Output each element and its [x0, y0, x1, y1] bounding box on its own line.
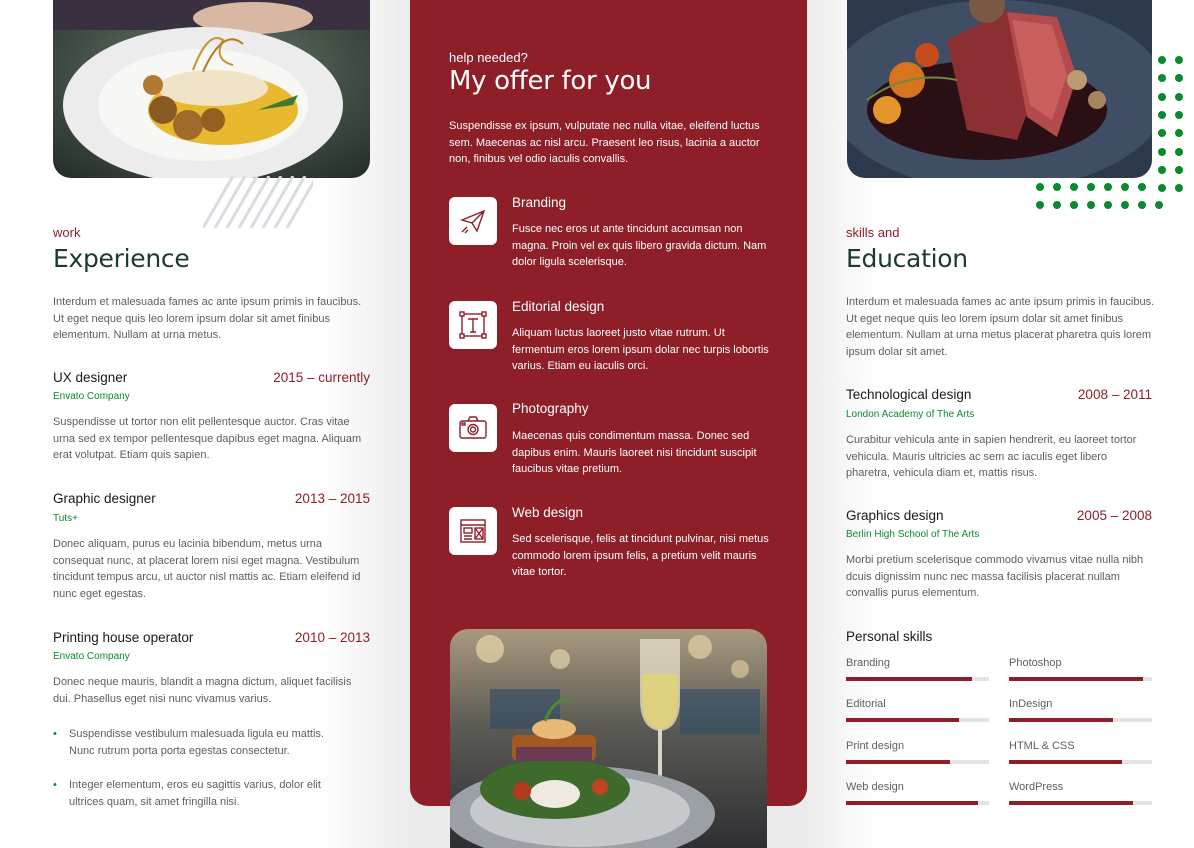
job-description: Suspendisse ut tortor non elit pellentesque auctor. Cras vitae urna sed ex tempor pellentesque dapibus eget magna. Aliquam erat volutpat. Etiam quis sapien.	[53, 416, 362, 462]
skill-bar-fill	[846, 760, 950, 764]
dot	[1155, 201, 1163, 209]
dot	[1138, 201, 1146, 209]
skill-bar	[1009, 718, 1152, 722]
text-tool-icon	[449, 301, 497, 349]
education-years: 2005 – 2008	[1076, 508, 1152, 523]
skill-label: Print design	[846, 740, 905, 752]
skill-bar	[1009, 801, 1152, 805]
list-item-text: Integer elementum, eros eu sagittis varius, dolor elit ultrices quam, sit amet fringilla nisi.	[69, 779, 321, 808]
dot	[1158, 166, 1166, 174]
job-company: Envato Company	[53, 391, 130, 402]
skill-bar	[846, 677, 989, 681]
skill-label: HTML & CSS	[1009, 740, 1075, 752]
dot	[1036, 183, 1044, 191]
dot	[1104, 183, 1112, 191]
skill-label: Photoshop	[1009, 657, 1062, 669]
skill-bar	[846, 760, 989, 764]
dot	[1158, 93, 1166, 101]
education-title: Graphics design	[846, 508, 944, 523]
list-item	[53, 777, 349, 810]
hatch-decoration	[203, 176, 313, 228]
experience-kicker: work	[53, 225, 81, 240]
bullet-dot: •	[53, 728, 57, 740]
service-text: Fusce nec eros ut ante tincidunt accumsan non magna. Proin vel ex quis libero gravida dictum. Nam dolor ligula scelerisque.	[512, 223, 767, 269]
service-text: Sed scelerisque, felis at tincidunt pulvinar, nisi metus commodo lorem ipsum felis, a pretium velit mauris vitae tortor.	[512, 533, 769, 579]
education-kicker: skills and	[846, 225, 900, 240]
skill-bar-fill	[846, 677, 972, 681]
dot	[1053, 201, 1061, 209]
skill-bar-fill	[1009, 677, 1143, 681]
service-title: Web design	[512, 505, 584, 520]
dot	[1158, 184, 1166, 192]
dot	[1158, 56, 1166, 64]
skill-label: Branding	[846, 657, 891, 669]
skill-bar-fill	[1009, 718, 1113, 722]
dot	[1070, 201, 1078, 209]
skill-bar	[846, 801, 989, 805]
experience-heading: Experience	[53, 244, 190, 273]
dot	[1158, 74, 1166, 82]
education-intro: Interdum et malesuada fames ac ante ipsum primis in faucibus. Ut eget neque quis leo lorem ipsum dolar sit amet finibus elementum. Nullam at urna metus placerat pharetra quis lorem ipsum dolar sit amet.	[846, 296, 1155, 359]
education-description: Morbi pretium scelerisque commodo vivamus vitae nulla nibh dcuis dignissim nunc nec massa facilisis placerat nullam convallis purus elementum.	[846, 554, 1144, 600]
offer-kicker: help needed?	[449, 50, 528, 65]
skill-bar-fill	[846, 718, 959, 722]
skill-bar-fill	[1009, 801, 1133, 805]
dot	[1158, 129, 1166, 137]
skill-bar-fill	[1009, 760, 1122, 764]
dot	[1158, 148, 1166, 156]
skill-bar-fill	[846, 801, 978, 805]
education-school: London Academy of The Arts	[846, 409, 975, 420]
camera-icon	[449, 404, 497, 452]
bullet-dot: •	[53, 779, 57, 791]
dot	[1158, 111, 1166, 119]
dot	[1087, 183, 1095, 191]
skills-title: Personal skills	[846, 629, 933, 644]
skill-bar	[1009, 677, 1152, 681]
dot	[1104, 201, 1112, 209]
job-years: 2015 – currently	[273, 370, 370, 385]
service-title: Photography	[512, 401, 589, 416]
offer-heading: My offer for you	[449, 66, 652, 96]
dot	[1175, 184, 1183, 192]
skill-label: Web design	[846, 781, 904, 793]
dots-decoration	[1030, 50, 1190, 215]
skill-bar	[1009, 760, 1152, 764]
dot	[1175, 148, 1183, 156]
education-heading: Education	[846, 244, 968, 273]
skill-label: WordPress	[1009, 781, 1064, 793]
list-item	[53, 726, 349, 759]
paper-plane-icon	[449, 197, 497, 245]
dot	[1070, 183, 1078, 191]
education-years: 2008 – 2011	[1077, 387, 1152, 402]
dot	[1138, 183, 1146, 191]
service-text: Aliquam luctus laoreet justo vitae rutrum. Ut fermentum eros lorem ipsum dolar nec turpis lobortis varius. Etiam eu iaculis orci.	[512, 327, 769, 373]
list-item-text: Suspendisse vestibulum malesuada ligula eu mattis. Nunc rutrum porta porta egestas consectetur.	[69, 728, 324, 757]
experience-intro: Interdum et malesuada fames ac ante ipsum primis in faucibus. Ut eget neque quis leo lorem ipsum dolar sit amet finibus elementum. Nullam at urna metus.	[53, 296, 362, 342]
service-title: Branding	[512, 195, 567, 210]
education-description: Curabitur vehicula ante in sapien hendrerit, eu laoreet tortor vehicula. Mauris ultricies ac sem ac iaculis eget libero pharetra, vehicula diam et, mattis risus.	[846, 434, 1137, 480]
dish-photo-restaurant	[450, 629, 767, 848]
dot	[1121, 183, 1129, 191]
offer-intro: Suspendisse ex ipsum, vulputate nec nulla vitae, eleifend luctus sem. Maecenas ac nisl arcu. Praesent leo risus, lacinia a auctor non, finibus vel odio iaculis convallis.	[449, 120, 760, 166]
job-company: Tuts+	[53, 513, 78, 524]
job-company: Envato Company	[53, 651, 130, 662]
education-title: Technological design	[846, 387, 972, 402]
dot	[1175, 93, 1183, 101]
skill-bar	[846, 718, 989, 722]
dot	[1087, 201, 1095, 209]
job-title: Printing house operator	[53, 630, 194, 645]
dot	[1175, 74, 1183, 82]
job-years: 2010 – 2013	[294, 630, 370, 645]
dish-photo-fish	[53, 0, 370, 178]
job-description: Donec neque mauris, blandit a magna dictum, aliquet facilisis dui. Phasellus eget nisi nunc vivamus varius.	[53, 676, 352, 705]
service-title: Editorial design	[512, 299, 605, 314]
dot	[1175, 129, 1183, 137]
service-text: Maecenas quis condimentum massa. Donec sed dapibus enim. Mauris laoreet nisi tincidunt suscipit faucibus vitae pretium.	[512, 430, 757, 476]
education-school: Berlin High School of The Arts	[846, 529, 980, 540]
dot	[1053, 183, 1061, 191]
skill-label: InDesign	[1009, 698, 1053, 710]
job-title: UX designer	[53, 370, 128, 385]
browser-window-icon	[449, 507, 497, 555]
dot	[1175, 166, 1183, 174]
dot	[1175, 56, 1183, 64]
job-years: 2013 – 2015	[294, 491, 370, 506]
job-description: Donec aliquam, purus eu lacinia bibendum, metus urna consequat nunc, at placerat lorem nisi eget magna. Vestibulum tincidunt tempus arcu, ut auctor nisl mattis ac. Etiam eleifend id nunc eget egestas.	[53, 538, 361, 601]
skill-label: Editorial	[846, 698, 886, 710]
dot	[1036, 201, 1044, 209]
job-title: Graphic designer	[53, 491, 156, 506]
dot	[1175, 111, 1183, 119]
dot	[1121, 201, 1129, 209]
